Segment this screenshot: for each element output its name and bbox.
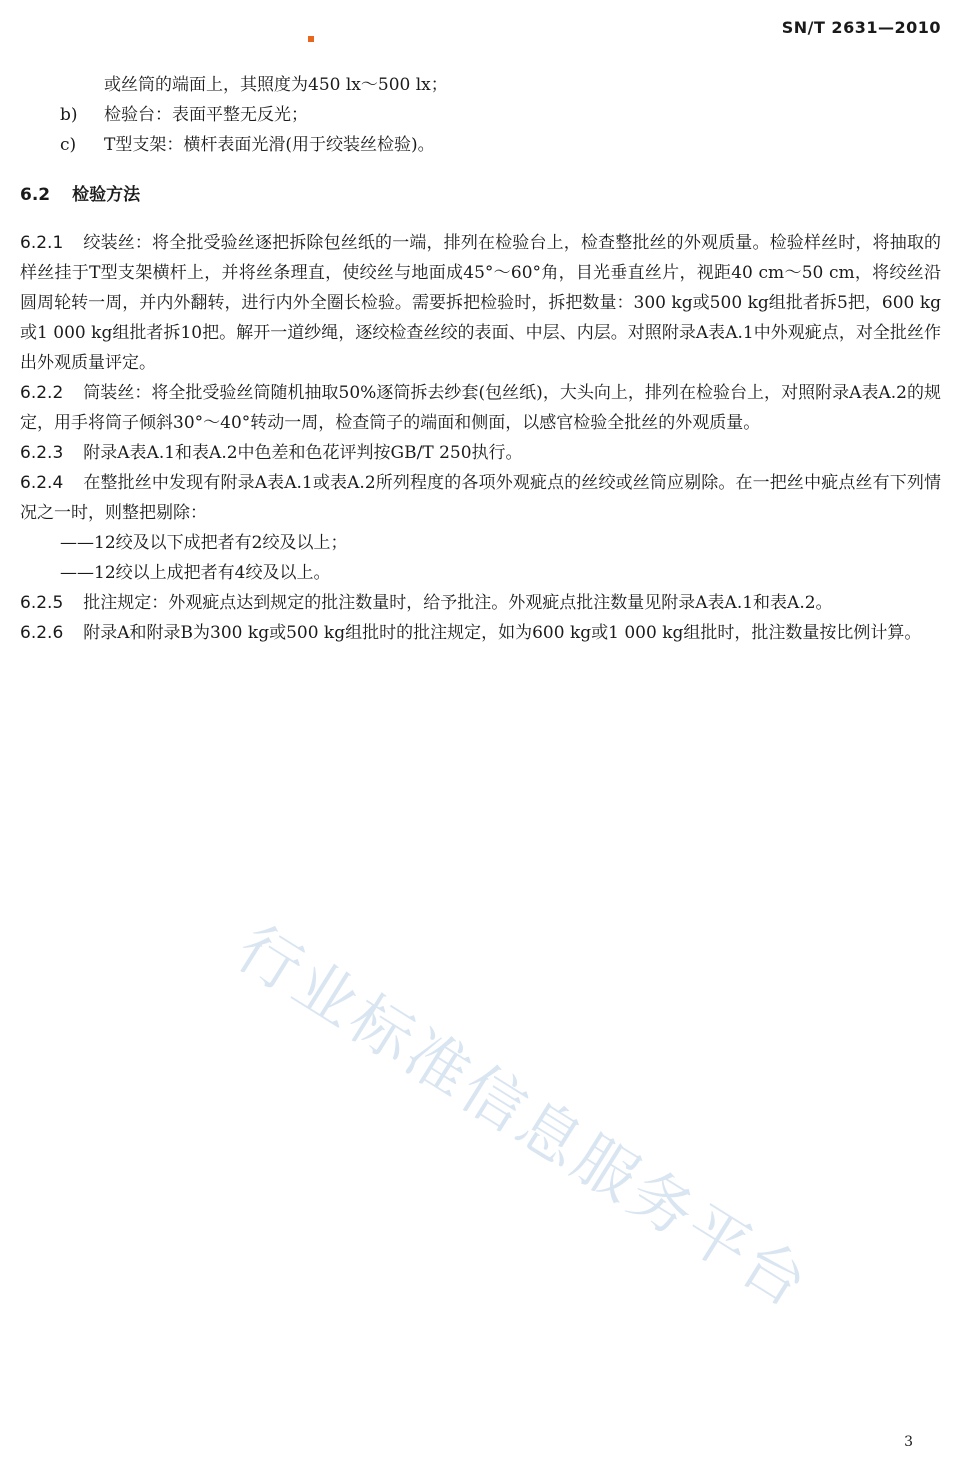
subsection-number: 6.2.5 (20, 593, 64, 613)
subsection-number: 6.2.6 (20, 623, 64, 643)
page-number: 3 (904, 1434, 913, 1450)
section-heading (20, 180, 941, 210)
subsection-number: 6.2.2 (20, 383, 64, 403)
subsection-6-2-1 (20, 228, 941, 378)
subsection-text: 附录A和附录B为300 kg或500 kg组批时的批注规定，如为600 kg或1 000 kg组批时，批注数量按比例计算。 (83, 623, 922, 643)
subsection-6-2-2 (20, 378, 941, 438)
subsection-text: 附录A表A.1和表A.2中色差和色花评判按GB/T 250执行。 (83, 443, 523, 463)
list-item-c (20, 130, 941, 160)
dash-item: ——12绞以上成把者有4绞及以上。 (60, 563, 331, 583)
subsection-6-2-5 (20, 588, 941, 618)
section-title: 检验方法 (72, 185, 141, 205)
subsection-6-2-6 (20, 618, 941, 648)
subsection-number: 6.2.4 (20, 473, 64, 493)
orange-mark (308, 36, 314, 42)
subsection-text: 筒装丝：将全批受验丝筒随机抽取50%逐筒拆去纱套(包丝纸)，大头向上，排列在检验台上，对照附录A表A.2的规定，用手将筒子倾斜30°～40°转动一周，检查筒子的端面和侧面，以感官检验全批丝的外观质量。 (20, 383, 941, 433)
list-text: T型支架：横杆表面光滑(用于绞装丝检验)。 (104, 135, 435, 155)
list-label: c) (60, 135, 77, 155)
list-text: 检验台：表面平整无反光； (104, 105, 308, 125)
subsection-text: 批注规定：外观疵点达到规定的批注数量时，给予批注。外观疵点批注数量见附录A表A.1和表A.2。 (83, 593, 833, 613)
standard-code: SN/T 2631—2010 (781, 18, 941, 37)
section-number: 6.2 (20, 185, 51, 205)
watermark: 行业标准信息服务平台 (224, 911, 823, 1323)
subsection-number: 6.2.1 (20, 233, 64, 253)
continued-line: 或丝筒的端面上，其照度为450 lx～500 lx； (104, 75, 448, 95)
list-item-b (20, 100, 941, 130)
dash-item: ——12绞及以下成把者有2绞及以上； (60, 533, 348, 553)
subsection-text: 绞装丝：将全批受验丝逐把拆除包丝纸的一端，排列在检验台上，检查整批丝的外观质量。检验样丝时，将抽取的样丝挂于T型支架横杆上，并将丝条理直，使绞丝与地面成45°～60°角，目光垂直丝片，视距40 cm～50 cm，将绞丝沿圆周轮转一周，并内外翻转，进行内外全圈长检验。需要拆把检验时，拆把数量：300 kg或500 kg组批者拆5把，600 kg或1 000 kg组批者拆10把。解开一道纱绳，逐绞检查丝绞的表面、中层、内层。对照附录A表A.1中外观疵点，对全批丝作出外观质量评定。 (20, 233, 941, 373)
list-label: b) (60, 105, 78, 125)
subsection-number: 6.2.3 (20, 443, 64, 463)
subsection-6-2-3 (20, 438, 941, 468)
document-body (20, 70, 941, 648)
subsection-6-2-4 (20, 468, 941, 528)
subsection-text: 在整批丝中发现有附录A表A.1或表A.2所列程度的各项外观疵点的丝绞或丝筒应剔除。在一把丝中疵点丝有下列情况之一时，则整把剔除： (20, 473, 941, 523)
